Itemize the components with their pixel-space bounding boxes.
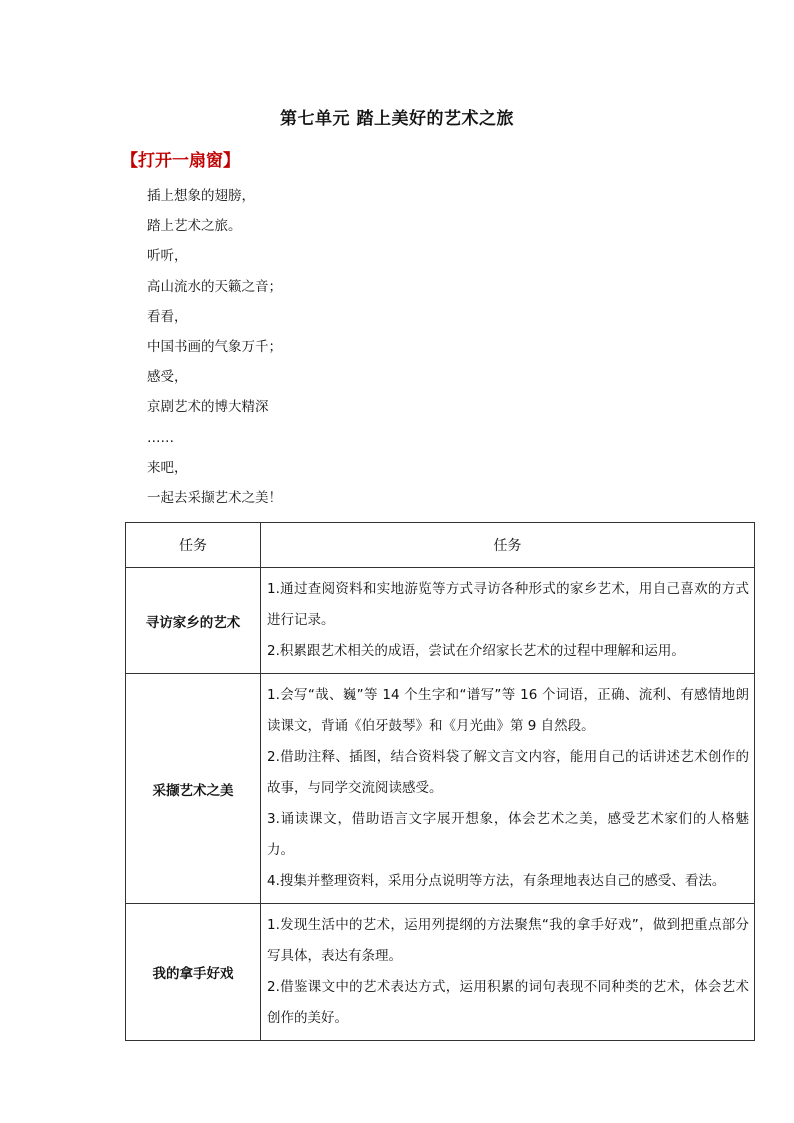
task-table	[125, 522, 755, 1041]
table-header-row	[126, 523, 755, 568]
poem	[147, 181, 282, 513]
task-item: 1.会写“哉、巍”等 14 个生字和“谱写”等 16 个词语，正确、流利、有感情地朗读课文，背诵《伯牙鼓琴》和《月光曲》第 9 自然段。	[267, 687, 749, 734]
task-topic: 我的拿手好戏	[126, 904, 261, 1041]
poem-line: 京剧艺术的博大精深	[147, 399, 269, 416]
poem-line: ……	[147, 429, 174, 446]
task-item: 2.积累跟艺术相关的成语，尝试在介绍家长艺术的过程中理解和运用。	[267, 643, 685, 659]
task-item: 1.通过查阅资料和实地游览等方式寻访各种形式的家乡艺术，用自己喜欢的方式进行记录。	[267, 581, 749, 628]
column-header: 任务	[126, 523, 261, 568]
task-item: 3.诵读课文，借助语言文字展开想象，体会艺术之美，感受艺术家们的人格魅力。	[267, 811, 749, 858]
task-description	[261, 674, 755, 904]
task-description	[261, 904, 755, 1041]
table-row	[126, 674, 755, 904]
poem-line: 插上想象的翅膀，	[147, 188, 255, 204]
task-topic: 寻访家乡的艺术	[126, 568, 261, 674]
task-item: 1.发现生活中的艺术，运用列提纲的方法聚焦“我的拿手好戏”，做到把重点部分写具体，表达有条理。	[267, 917, 749, 964]
poem-line: 踏上艺术之旅。	[147, 218, 242, 235]
task-item: 2.借助注释、插图，结合资料袋了解文言文内容，能用自己的话讲述艺术创作的故事，与同学交流阅读感受。	[267, 749, 749, 796]
section-heading: 【打开一扇窗】	[121, 151, 240, 171]
poem-line: 高山流水的天籁之音；	[147, 278, 282, 295]
page-title: 第七单元 踏上美好的艺术之旅	[280, 109, 514, 129]
column-header: 任务	[261, 523, 755, 568]
task-topic: 采撷艺术之美	[126, 674, 261, 904]
task-item: 2.借鉴课文中的艺术表达方式，运用积累的词句表现不同种类的艺术，体会艺术创作的美好。	[267, 979, 749, 1026]
poem-line: 感受，	[147, 369, 188, 386]
poem-line: 看看，	[147, 308, 188, 325]
poem-line: 听听，	[147, 248, 188, 265]
poem-line: 来吧，	[147, 459, 188, 476]
task-description	[261, 568, 755, 674]
table-row	[126, 568, 755, 674]
poem-line: 中国书画的气象万千；	[147, 338, 282, 355]
poem-line: 一起去采撷艺术之美！	[147, 489, 282, 506]
task-item: 4.搜集并整理资料，采用分点说明等方法，有条理地表达自己的感受、看法。	[267, 873, 726, 889]
table-row	[126, 904, 755, 1041]
